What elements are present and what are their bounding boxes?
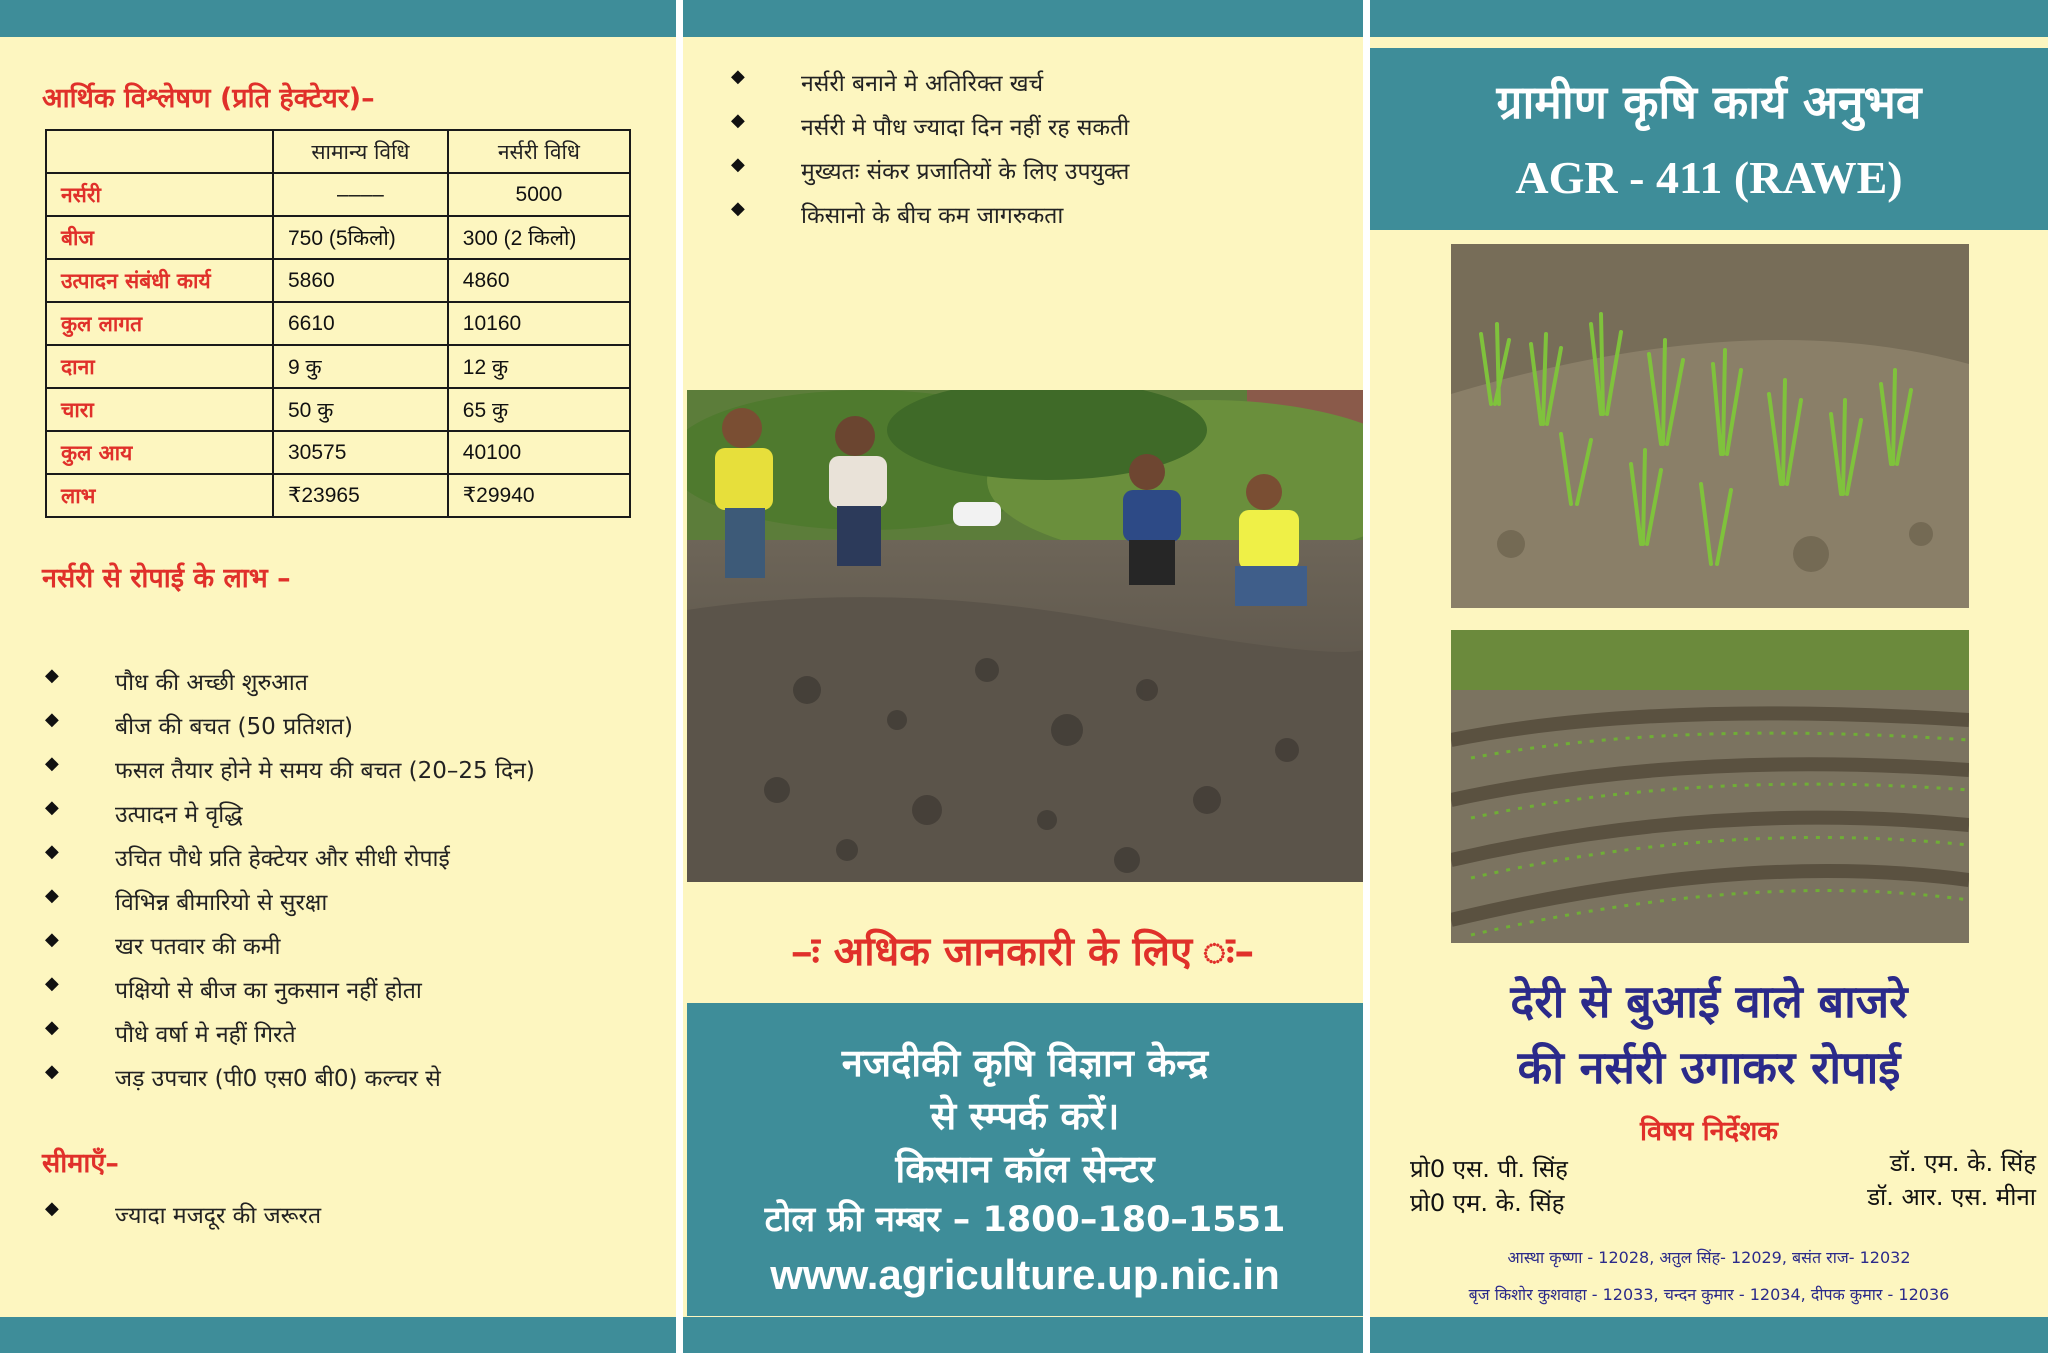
cell-nursery: 12 कु [448,345,630,388]
list-item [731,154,1129,198]
bottom-bar [0,1317,676,1353]
table-row [46,388,630,431]
guide-name: प्रो0 एस. पी. सिंह [1410,1155,1568,1183]
list-item-text: खर पतवार की कमी [115,934,281,960]
top-bar [1370,0,2048,37]
table-header-row [46,130,630,173]
main-title-line: देरी से बुआई वाले बाजरे [1510,975,1908,1028]
panel-middle [683,0,1363,1353]
top-bar [683,0,1363,37]
table-row [46,173,630,216]
list-item-text: उत्पादन मे वृद्धि [115,802,243,828]
toll-free-number: टोल फ्री नम्बर – 1800–180–1551 [764,1200,1286,1240]
cell-nursery: ₹29940 [448,474,630,517]
cell-normal: 6610 [273,302,448,345]
website-link[interactable]: www.agriculture.up.nic.in [770,1251,1280,1298]
list-item [731,66,1129,110]
list-item [45,841,535,885]
panel-left [0,0,676,1353]
list-item [731,110,1129,154]
list-item [45,885,535,929]
diamond-bullet-icon: ◆ [45,1198,59,1219]
guide-name: डॉ. आर. एस. मीना [1867,1183,2036,1211]
brochure-title: ग्रामीण कृषि कार्य अनुभव [1496,75,1922,129]
list-item-text: किसानो के बीच कम जागरुकता [801,203,1064,229]
list-item-text: ज्यादा मजदूर की जरूरत [115,1203,322,1229]
table-row [46,474,630,517]
students-line: आस्था कृष्णा - 12028, अतुल सिंह- 12029, बसंत राज- 12032 [1507,1248,1911,1267]
benefits-list [45,665,535,1105]
list-item-text: नर्सरी बनाने मे अतिरिक्त खर्च [801,71,1044,97]
list-item [45,929,535,973]
table-header [46,130,273,173]
contact-box [687,1003,1363,1316]
list-item-text: बीज की बचत (50 प्रतिशत) [115,714,353,740]
seedling-photo [1451,244,1969,608]
list-item [45,1198,321,1242]
diamond-bullet-icon: ◆ [731,66,745,87]
table-header: नर्सरी विधि [448,130,630,173]
list-item-text: पौधे वर्षा मे नहीं गिरते [115,1022,296,1048]
table-row [46,259,630,302]
list-item [45,709,535,753]
cell-normal: 9 कु [273,345,448,388]
list-item-text: मुख्यतः संकर प्रजातियों के लिए उपयुक्त [801,159,1130,185]
diamond-bullet-icon: ◆ [45,841,59,862]
list-item-text: नर्सरी मे पौध ज्यादा दिन नहीं रह सकती [801,115,1130,141]
guides-left [1410,1152,1568,1220]
row-label: चारा [46,388,273,431]
list-item-text: जड़ उपचार (पी0 एस0 बी0) कल्चर से [115,1066,441,1092]
main-title-line: की नर्सरी उगाकर रोपाई [1517,1041,1901,1094]
guide-name: प्रो0 एम. के. सिंह [1410,1189,1565,1217]
panel-right [1370,0,2048,1353]
guide-heading: विषय निर्देशक [1639,1116,1779,1147]
table-row [46,302,630,345]
benefits-heading: नर्सरी से रोपाई के लाभ – [42,563,291,594]
list-item [731,198,1129,242]
cell-normal: 750 (5किलो) [273,216,448,259]
table-row [46,431,630,474]
row-label: कुल आय [46,431,273,474]
diamond-bullet-icon: ◆ [731,198,745,219]
contact-line: से स्म्पर्क करें। [930,1094,1120,1138]
cell-nursery: 40100 [448,431,630,474]
row-label: दाना [46,345,273,388]
top-bar [0,0,676,37]
cell-nursery: 5000 [448,173,630,216]
econ-table [45,129,631,518]
list-item-text: पौध की अच्छी शुरुआत [115,670,308,696]
cell-normal: 50 कु [273,388,448,431]
diamond-bullet-icon: ◆ [731,154,745,175]
diamond-bullet-icon: ◆ [731,110,745,131]
row-label: उत्पादन संबंधी कार्य [46,259,273,302]
row-label: बीज [46,216,273,259]
table-row [46,216,630,259]
cell-normal: ₹23965 [273,474,448,517]
list-item-text: विभिन्न बीमारियो से सुरक्षा [115,890,328,916]
diamond-bullet-icon: ◆ [45,797,59,818]
course-code: AGR - 411 (RAWE) [1515,152,1903,203]
list-item [45,665,535,709]
seedling-photo-image [1451,244,1969,608]
list-item-text: पक्षियो से बीज का नुकसान नहीं होता [115,978,422,1004]
diamond-bullet-icon: ◆ [45,929,59,950]
group-photo [687,390,1363,882]
diamond-bullet-icon: ◆ [45,885,59,906]
list-item-text: उचित पौधे प्रति हेक्टेयर और सीधी रोपाई [115,846,450,872]
cell-normal: 30575 [273,431,448,474]
students-line: बृज किशोर कुशवाहा - 12033, चन्दन कुमार - 12034, दीपक कुमार - 12036 [1468,1285,1950,1304]
list-item-text: फसल तैयार होने मे समय की बचत (20–25 दिन) [115,758,535,784]
limits-list [45,1198,321,1242]
cell-nursery: 300 (2 किलो) [448,216,630,259]
contact-line: किसान कॉल सेन्टर [895,1147,1155,1191]
diamond-bullet-icon: ◆ [45,709,59,730]
table-header: सामान्य विधि [273,130,448,173]
more-info-heading: –ः अधिक जानकारी के लिए ः– [791,929,1255,975]
diamond-bullet-icon: ◆ [45,1017,59,1038]
table-row [46,345,630,388]
list-item [45,753,535,797]
limits-continued-list [731,66,1129,242]
row-label: नर्सरी [46,173,273,216]
transplant-photo-image [1451,630,1969,943]
row-label: कुल लागत [46,302,273,345]
bottom-bar [1370,1317,2048,1353]
diamond-bullet-icon: ◆ [45,753,59,774]
cell-normal: –––– [273,173,448,216]
diamond-bullet-icon: ◆ [45,665,59,686]
list-item [45,973,535,1017]
title-box [1370,48,2048,230]
cell-nursery: 10160 [448,302,630,345]
guides-right [1867,1146,2036,1214]
contact-line: नजदीकी कृषि विज्ञान केन्द्र [841,1041,1209,1085]
diamond-bullet-icon: ◆ [45,1061,59,1082]
transplant-photo [1451,630,1969,943]
limits-heading: सीमाएँ– [42,1148,119,1179]
cell-nursery: 65 कु [448,388,630,431]
list-item [45,1017,535,1061]
list-item [45,1061,535,1105]
cell-nursery: 4860 [448,259,630,302]
bottom-bar [683,1317,1363,1353]
diamond-bullet-icon: ◆ [45,973,59,994]
row-label: लाभ [46,474,273,517]
list-item [45,797,535,841]
guide-name: डॉ. एम. के. सिंह [1889,1149,2036,1177]
group-photo-image [687,390,1363,882]
econ-heading: आर्थिक विश्लेषण (प्रति हेक्टेयर)– [42,83,375,114]
cell-normal: 5860 [273,259,448,302]
